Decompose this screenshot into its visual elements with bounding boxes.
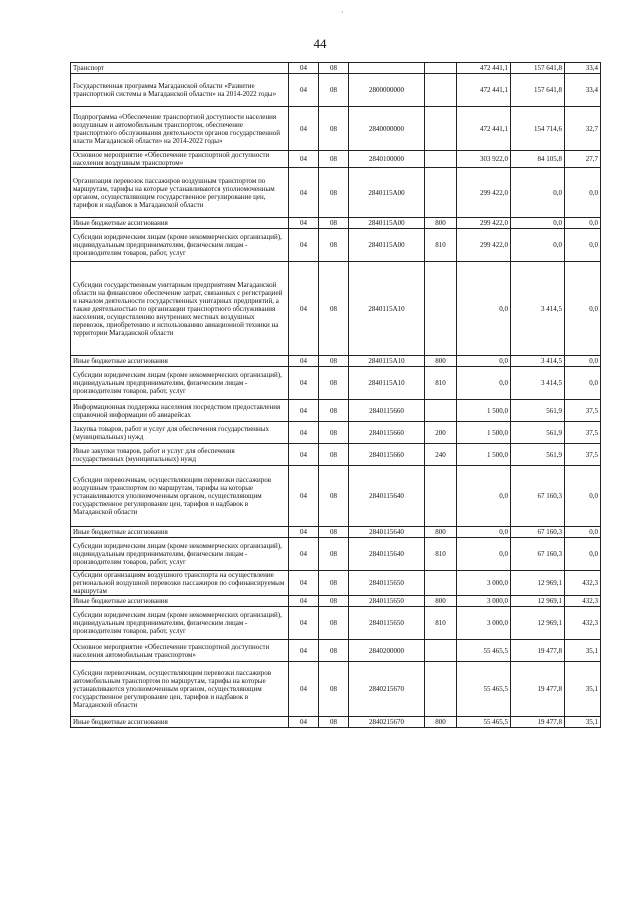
table-row <box>71 538 601 571</box>
cell-pct: 35,1 <box>565 662 601 717</box>
cell-name: Иные бюджетные ассигнования <box>71 356 289 367</box>
cell-pct: 432,3 <box>565 596 601 607</box>
cell-pr: 08 <box>319 168 349 218</box>
cell-pr: 08 <box>319 571 349 596</box>
cell-csr: 2840115660 <box>349 400 425 422</box>
cell-csr: 2840115640 <box>349 466 425 527</box>
cell-v1: 0,0 <box>457 262 511 356</box>
cell-vr <box>425 74 457 107</box>
cell-pct: 0,0 <box>565 538 601 571</box>
table-row <box>71 107 601 151</box>
cell-pr: 08 <box>319 262 349 356</box>
cell-rz: 04 <box>289 596 319 607</box>
cell-pct: 33,4 <box>565 74 601 107</box>
cell-rz: 04 <box>289 168 319 218</box>
table-row <box>71 74 601 107</box>
cell-vr: 800 <box>425 717 457 728</box>
cell-pr: 08 <box>319 466 349 527</box>
table-row <box>71 168 601 218</box>
cell-v2: 12 969,1 <box>511 571 565 596</box>
cell-v2: 0,0 <box>511 229 565 262</box>
cell-v1: 299 422,0 <box>457 218 511 229</box>
cell-name: Информационная поддержка населения посредством предоставления справочной информации об авиарейсах <box>71 400 289 422</box>
cell-csr: 2840115660 <box>349 444 425 466</box>
cell-name: Иные бюджетные ассигнования <box>71 596 289 607</box>
cell-v2: 0,0 <box>511 218 565 229</box>
cell-vr <box>425 662 457 717</box>
table-row <box>71 444 601 466</box>
page-number: 44 <box>313 36 327 51</box>
cell-pct: 432,3 <box>565 571 601 596</box>
cell-pr: 08 <box>319 400 349 422</box>
table-row <box>71 607 601 640</box>
cell-vr: 810 <box>425 538 457 571</box>
cell-pr: 08 <box>319 717 349 728</box>
cell-csr: 2840115А10 <box>349 367 425 400</box>
cell-csr: 2840215670 <box>349 717 425 728</box>
cell-pct: 0,0 <box>565 168 601 218</box>
cell-name: Иные бюджетные ассигнования <box>71 717 289 728</box>
cell-csr: 2840115А00 <box>349 168 425 218</box>
table-row <box>71 63 601 74</box>
cell-pct: 37,5 <box>565 444 601 466</box>
cell-v1: 55 465,5 <box>457 717 511 728</box>
cell-v1: 472 441,1 <box>457 74 511 107</box>
cell-pr: 08 <box>319 538 349 571</box>
cell-pct: 0,0 <box>565 218 601 229</box>
cell-name: Основное мероприятие «Обеспечение транспортной доступности населения воздушным транспортом» <box>71 151 289 168</box>
cell-csr: 2840200000 <box>349 640 425 662</box>
cell-v1: 3 000,0 <box>457 607 511 640</box>
cell-pct: 27,7 <box>565 151 601 168</box>
cell-v1: 303 922,0 <box>457 151 511 168</box>
cell-vr: 800 <box>425 527 457 538</box>
cell-pr: 08 <box>319 640 349 662</box>
cell-pct: 37,5 <box>565 400 601 422</box>
cell-name: Субсидии юридическим лицам (кроме некоммерческих организаций), индивидуальным предпринимателям, физическим лицам - производителям товаров, работ, услуг <box>71 607 289 640</box>
cell-v1: 55 465,5 <box>457 662 511 717</box>
cell-rz: 04 <box>289 63 319 74</box>
cell-vr: 200 <box>425 422 457 444</box>
cell-name: Субсидии государственным унитарным предприятиям Магаданской области на финансовое обеспечение затрат, связанных с регистрацией и началом деятельности государственных унитарных предприятий, а также деятельностью по организации транспортного обслуживания населения, осуществлению внутренних местных воздушных перевозок, приобретению и использованию авиационной техники на территории Магаданской области <box>71 262 289 356</box>
cell-rz: 04 <box>289 662 319 717</box>
cell-v2: 19 477,8 <box>511 662 565 717</box>
cell-csr: 2840000000 <box>349 107 425 151</box>
cell-name: Субсидии юридическим лицам (кроме некоммерческих организаций), индивидуальным предпринимателям, физическим лицам - производителям товаров, работ, услуг <box>71 538 289 571</box>
table-row <box>71 356 601 367</box>
cell-rz: 04 <box>289 229 319 262</box>
cell-csr <box>349 63 425 74</box>
cell-name: Закупка товаров, работ и услуг для обеспечения государственных (муниципальных) нужд <box>71 422 289 444</box>
cell-v2: 67 160,3 <box>511 527 565 538</box>
cell-rz: 04 <box>289 422 319 444</box>
cell-vr: 810 <box>425 229 457 262</box>
cell-v1: 0,0 <box>457 538 511 571</box>
cell-csr: 2840115А00 <box>349 229 425 262</box>
cell-pr: 08 <box>319 527 349 538</box>
cell-vr <box>425 466 457 527</box>
cell-rz: 04 <box>289 74 319 107</box>
cell-csr: 2840115650 <box>349 571 425 596</box>
cell-v2: 154 714,6 <box>511 107 565 151</box>
cell-vr <box>425 168 457 218</box>
cell-pr: 08 <box>319 444 349 466</box>
cell-v1: 1 500,0 <box>457 444 511 466</box>
cell-name: Субсидии перевозчикам, осуществляющим перевозки пассажиров автомобильным транспортом по маршрутам, тарифы на которые устанавливаются уполномоченным органом, осуществляющим государственное регулирование цен, тарифов и надбавок в Магаданской области <box>71 662 289 717</box>
cell-v1: 0,0 <box>457 466 511 527</box>
cell-pct: 35,1 <box>565 640 601 662</box>
cell-name: Организация перевозок пассажиров воздушным транспортом по маршрутам, тарифы на которые устанавливаются уполномоченным органом, осуществляющим государственное регулирование цен, тарифов и надбавок в Магаданской области <box>71 168 289 218</box>
cell-v1: 0,0 <box>457 367 511 400</box>
cell-rz: 04 <box>289 444 319 466</box>
cell-v1: 3 000,0 <box>457 571 511 596</box>
cell-v2: 3 414,5 <box>511 367 565 400</box>
cell-rz: 04 <box>289 466 319 527</box>
cell-vr: 800 <box>425 218 457 229</box>
cell-rz: 04 <box>289 218 319 229</box>
cell-pr: 08 <box>319 74 349 107</box>
cell-pct: 0,0 <box>565 356 601 367</box>
cell-name: Иные бюджетные ассигнования <box>71 527 289 538</box>
cell-v2: 0,0 <box>511 168 565 218</box>
cell-csr: 2840100000 <box>349 151 425 168</box>
cell-csr: 2840115А00 <box>349 218 425 229</box>
cell-name: Иные бюджетные ассигнования <box>71 218 289 229</box>
cell-pct: 33,4 <box>565 63 601 74</box>
cell-pr: 08 <box>319 107 349 151</box>
cell-v1: 1 500,0 <box>457 422 511 444</box>
cell-csr: 2840115650 <box>349 607 425 640</box>
cell-v1: 299 422,0 <box>457 168 511 218</box>
cell-csr: 2840215670 <box>349 662 425 717</box>
cell-pr: 08 <box>319 218 349 229</box>
cell-rz: 04 <box>289 151 319 168</box>
cell-name: Субсидии юридическим лицам (кроме некоммерческих организаций), индивидуальным предпринимателям, физическим лицам - производителям товаров, работ, услуг <box>71 367 289 400</box>
cell-pct: 432,3 <box>565 607 601 640</box>
table-row <box>71 527 601 538</box>
cell-vr: 810 <box>425 367 457 400</box>
cell-pct: 0,0 <box>565 262 601 356</box>
cell-csr: 2840115640 <box>349 538 425 571</box>
cell-v1: 3 000,0 <box>457 596 511 607</box>
cell-v1: 0,0 <box>457 356 511 367</box>
cell-csr: 2840115640 <box>349 527 425 538</box>
cell-rz: 04 <box>289 367 319 400</box>
cell-name: Субсидии юридическим лицам (кроме некоммерческих организаций), индивидуальным предпринимателям, физическим лицам - производителям товаров, работ, услуг <box>71 229 289 262</box>
cell-pct: 35,1 <box>565 717 601 728</box>
cell-v1: 472 441,1 <box>457 63 511 74</box>
table-row <box>71 151 601 168</box>
cell-vr <box>425 400 457 422</box>
cell-name: Транспорт <box>71 63 289 74</box>
cell-pr: 08 <box>319 422 349 444</box>
cell-pct: 32,7 <box>565 107 601 151</box>
cell-v2: 19 477,8 <box>511 717 565 728</box>
cell-pr: 08 <box>319 596 349 607</box>
cell-rz: 04 <box>289 107 319 151</box>
cell-name: Основное мероприятие «Обеспечение транспортной доступности населения автомобильным транспортом» <box>71 640 289 662</box>
cell-pr: 08 <box>319 229 349 262</box>
cell-rz: 04 <box>289 262 319 356</box>
cell-v2: 19 477,8 <box>511 640 565 662</box>
cell-pct: 0,0 <box>565 229 601 262</box>
cell-pr: 08 <box>319 367 349 400</box>
cell-rz: 04 <box>289 527 319 538</box>
cell-vr: 800 <box>425 356 457 367</box>
cell-rz: 04 <box>289 356 319 367</box>
table-row <box>71 367 601 400</box>
table-row <box>71 571 601 596</box>
cell-vr <box>425 262 457 356</box>
cell-rz: 04 <box>289 571 319 596</box>
table-row <box>71 262 601 356</box>
cell-vr <box>425 63 457 74</box>
cell-name: Иные закупки товаров, работ и услуг для обеспечения государственных (муниципальных) нужд <box>71 444 289 466</box>
cell-v2: 3 414,5 <box>511 262 565 356</box>
cell-vr <box>425 571 457 596</box>
cell-v1: 472 441,1 <box>457 107 511 151</box>
cell-rz: 04 <box>289 640 319 662</box>
cell-vr: 810 <box>425 607 457 640</box>
cell-v1: 0,0 <box>457 527 511 538</box>
cell-v1: 55 465,5 <box>457 640 511 662</box>
cell-name: Государственная программа Магаданской области «Развитие транспортной системы в Магаданской области» на 2014-2022 годы» <box>71 74 289 107</box>
cell-rz: 04 <box>289 607 319 640</box>
cell-v2: 12 969,1 <box>511 607 565 640</box>
cell-name: Подпрограмма «Обеспечение транспортной доступности населения воздушным и автомобильным транспортом, обеспечение транспортного обслуживания деятельности органов государственной власти Магаданской области» на 2014-2022 годы» <box>71 107 289 151</box>
cell-rz: 04 <box>289 400 319 422</box>
table-row <box>71 400 601 422</box>
cell-pr: 08 <box>319 607 349 640</box>
cell-v2: 3 414,5 <box>511 356 565 367</box>
cell-pct: 0,0 <box>565 466 601 527</box>
table-row <box>71 466 601 527</box>
cell-csr: 2800000000 <box>349 74 425 107</box>
table-row <box>71 229 601 262</box>
cell-name: Субсидии организациям воздушного транспорта на осуществление региональной воздушной перевозки пассажиров по софинансируемым маршрутам <box>71 571 289 596</box>
cell-v2: 67 160,3 <box>511 538 565 571</box>
cell-csr: 2840115660 <box>349 422 425 444</box>
cell-pr: 08 <box>319 356 349 367</box>
cell-vr: 800 <box>425 596 457 607</box>
cell-vr <box>425 640 457 662</box>
table-row <box>71 596 601 607</box>
cell-pr: 08 <box>319 63 349 74</box>
cell-v2: 84 105,8 <box>511 151 565 168</box>
cell-v2: 157 641,8 <box>511 74 565 107</box>
cell-v2: 12 969,1 <box>511 596 565 607</box>
cell-pct: 37,5 <box>565 422 601 444</box>
cell-rz: 04 <box>289 717 319 728</box>
cell-v1: 1 500,0 <box>457 400 511 422</box>
cell-csr: 2840115А10 <box>349 262 425 356</box>
table-row <box>71 422 601 444</box>
table-row <box>71 717 601 728</box>
cell-v2: 561,9 <box>511 444 565 466</box>
cell-pct: 0,0 <box>565 367 601 400</box>
table-row <box>71 640 601 662</box>
cell-v2: 561,9 <box>511 400 565 422</box>
cell-pr: 08 <box>319 662 349 717</box>
budget-table <box>70 62 601 728</box>
cell-v2: 561,9 <box>511 422 565 444</box>
cell-vr <box>425 107 457 151</box>
cell-v2: 67 160,3 <box>511 466 565 527</box>
cell-rz: 04 <box>289 538 319 571</box>
cell-pct: 0,0 <box>565 527 601 538</box>
cell-v2: 157 641,8 <box>511 63 565 74</box>
cell-csr: 2840115650 <box>349 596 425 607</box>
scan-mark: · <box>341 8 344 17</box>
cell-vr: 240 <box>425 444 457 466</box>
table-row <box>71 662 601 717</box>
cell-pr: 08 <box>319 151 349 168</box>
cell-csr: 2840115А10 <box>349 356 425 367</box>
cell-name: Субсидии перевозчикам, осуществляющим перевозки пассажиров воздушным транспортом по маршрутам, тарифы на которые устанавливаются уполномоченным органом, осуществляющим государственное регулирование цен, тарифов и надбавок в Магаданской области <box>71 466 289 527</box>
cell-v1: 299 422,0 <box>457 229 511 262</box>
table-row <box>71 218 601 229</box>
cell-vr <box>425 151 457 168</box>
